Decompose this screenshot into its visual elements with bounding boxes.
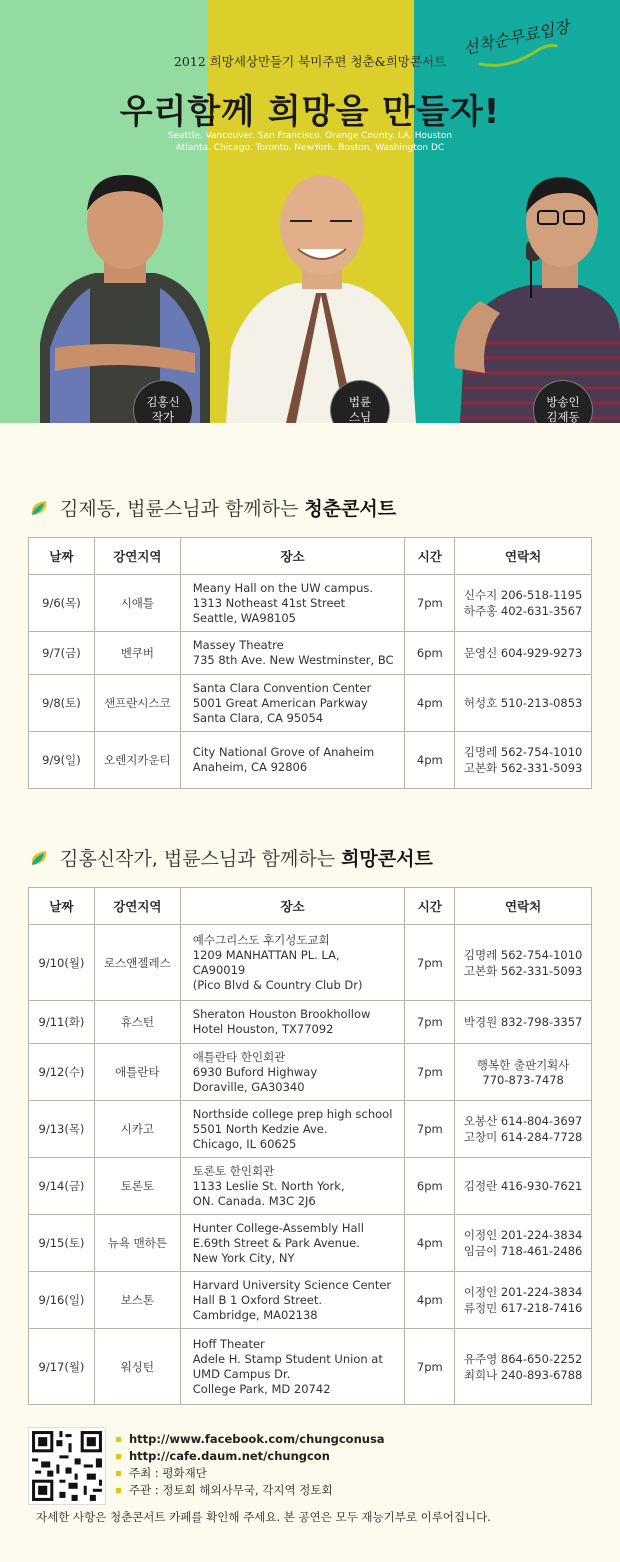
cell-venue [180,732,405,789]
cell-contact-line: 박경원 832-798-3357 [463,1015,583,1029]
table-row [29,675,592,732]
cell-date: 9/7(금) [29,632,95,675]
col-header-venue: 장소 [180,888,405,925]
cell-venue-line: CA90019 [192,962,246,977]
cell-venue-line: 애틀란타 한인회관 [192,1049,286,1064]
cell-contact [455,1272,592,1329]
cell-contact [455,675,592,732]
cell-date: 9/8(토) [29,675,95,732]
badge-name: 법륜 [348,395,372,409]
cell-venue-line: 1209 MANHATTAN PL. LA, [192,947,340,962]
host-text: 주최 : 평화재단 [129,1466,207,1480]
badge-role: 작가 [151,410,175,423]
cell-date: 9/12(수) [29,1044,95,1101]
cell-venue [180,675,405,732]
banner-subtitle: 2012 희망세상만들기 북미주편 청춘&희망콘서트 [173,54,447,69]
cell-date: 9/15(토) [29,1215,95,1272]
col-header-city: 강연지역 [94,888,180,925]
cell-venue-line: Massey Theatre [192,638,284,652]
cell-city: 토론토 [94,1158,180,1215]
hope-concert-schedule-table [28,887,592,1405]
cell-venue-line: Anaheim, CA 92806 [192,760,308,774]
cell-contact-line: 행복한 출판기획사 [476,1058,570,1072]
cell-venue-line: Meany Hall on the UW campus. [192,580,374,595]
cell-city: 샌프란시스코 [94,675,180,732]
cell-time: 4pm [405,1272,455,1329]
col-header-time: 시간 [405,888,455,925]
cell-contact [455,632,592,675]
cell-contact [455,1215,592,1272]
cell-venue [180,1215,405,1272]
swoosh-decoration [478,40,558,70]
table-row [29,1272,592,1329]
cell-venue-line: Harvard University Science Center [192,1277,392,1292]
cell-venue-line: Hotel Houston, TX77092 [192,1022,334,1036]
cell-contact [455,575,592,632]
tour-cities [155,130,465,154]
table-row [29,1001,592,1044]
col-header-date: 날짜 [29,888,95,925]
cell-venue-line: E.69th Street & Park Avenue. [192,1235,360,1250]
cell-contact [455,925,592,1001]
cell-venue-line: 토론토 한인회관 [192,1163,275,1178]
leaf-icon [30,849,48,867]
cell-contact-line: 유주영 864-650-2252 [463,1351,583,1366]
speaker-photo-pomnyun [226,173,416,423]
table-row [29,1329,592,1405]
cell-contact-line: 이정인 201-224-3834 [463,1228,583,1242]
col-header-contact: 연락처 [455,538,592,575]
cell-venue-line: 735 8th Ave. New Westminster, BC [192,653,394,667]
cell-venue-line: Adele H. Stamp Student Union at [192,1351,383,1366]
cell-venue-line: Santa Clara, CA 95054 [192,710,324,725]
cell-contact [455,1158,592,1215]
cell-venue-line: City National Grove of Anaheim [192,745,375,759]
cell-city: 시카고 [94,1101,180,1158]
cell-city: 보스톤 [94,1272,180,1329]
cell-venue-line: Chicago, IL 60625 [192,1136,297,1151]
cell-city: 애틀란타 [94,1044,180,1101]
organizer-info [116,1482,385,1499]
poster-banner [0,0,620,423]
table-row [29,732,592,789]
cell-venue-line: 5001 Great American Parkway [192,695,368,710]
cell-venue-line: Seattle, WA98105 [192,610,296,625]
tour-cities-line1: Seattle. Vancouver. San Francisco. Orange County. LA. Houston [167,131,453,141]
table-row [29,1044,592,1101]
cell-venue [180,1272,405,1329]
cell-contact-line: 고창미 614-284-7728 [463,1130,583,1144]
cell-time: 7pm [405,1329,455,1405]
cell-contact-line: 임금이 718-461-2486 [463,1244,583,1258]
cell-venue-line: Cambridge, MA02138 [192,1307,318,1322]
cell-time: 7pm [405,1001,455,1044]
speaker-photo-kim-jedong [450,173,620,423]
cell-contact [455,1329,592,1405]
col-header-venue: 장소 [180,538,405,575]
heading-bold: 희망콘서트 [341,848,433,870]
cell-venue-line: 1133 Leslie St. North York, [192,1178,345,1193]
cell-time: 7pm [405,1101,455,1158]
cell-time: 6pm [405,1158,455,1215]
cell-time: 4pm [405,675,455,732]
footer-note: 자세한 사항은 청춘콘서트 카페를 확인해 주세요. 본 공연은 모두 재능기부로 이루어집니다. [36,1510,491,1524]
bullet-icon [116,1437,121,1442]
cell-contact-line: 하주홍 402-631-3567 [463,604,583,618]
cell-contact-line: 김명레 562-754-1010 [463,947,583,962]
cell-venue [180,1329,405,1405]
cell-contact-line: 신수지 206-518-1195 [463,588,583,602]
cell-venue-line: 1313 Notheast 41st Street [192,595,346,610]
cell-date: 9/10(월) [29,925,95,1001]
cell-contact-line: 고본화 562-331-5093 [463,761,583,775]
cell-time: 4pm [405,1215,455,1272]
cell-contact-line: 최희나 240-893-6788 [463,1367,583,1382]
facebook-link[interactable] [116,1431,385,1448]
badge-role: 방송인 [546,395,580,409]
tour-cities-line2: Atlanta. Chicago. Toronto. NewYork. Boston. Washington DC [175,143,445,153]
cell-venue-line: (Pico Blvd & Country Club Dr) [192,977,363,992]
table-row [29,1101,592,1158]
cell-venue [180,575,405,632]
cell-contact-line: 770-873-7478 [482,1073,564,1087]
col-header-city: 강연지역 [94,538,180,575]
cell-venue [180,632,405,675]
banner-title: 우리함께 희망을 만들자! [119,92,501,132]
free-entry-signature: 선착순무료입장 [461,16,572,59]
cell-venue-line: College Park, MD 20742 [192,1381,331,1396]
cell-contact-line: 문영신 604-929-9273 [463,646,583,660]
cell-contact [455,732,592,789]
cell-contact [455,1101,592,1158]
cell-date: 9/14(금) [29,1158,95,1215]
footer-links [116,1431,385,1499]
cell-venue-line: 예수그리스도 후기성도교회 [192,932,330,947]
cell-venue-line: 5501 North Kedzie Ave. [192,1121,328,1136]
facebook-link-text[interactable]: http://www.facebook.com/chungconusa [129,1432,385,1446]
heading-bold: 청춘콘서트 [304,498,397,520]
cell-time: 7pm [405,575,455,632]
cell-city: 벤쿠버 [94,632,180,675]
badge-role: 스님 [348,410,372,423]
cell-venue-line: ON. Canada. M3C 2J6 [192,1193,316,1208]
cell-contact-line: 오봉산 614-804-3697 [463,1114,583,1128]
bullet-icon [116,1471,121,1476]
table-header-row [29,538,592,575]
cell-venue-line: 6930 Buford Highway [192,1064,318,1079]
table-row [29,925,592,1001]
cell-city: 로스앤젤레스 [94,925,180,1001]
heading-text: 김제동, 법륜스님과 함께하는 [60,498,299,520]
cell-city: 워싱턴 [94,1329,180,1405]
cell-date: 9/16(일) [29,1272,95,1329]
cell-time: 7pm [405,1044,455,1101]
table-row [29,1158,592,1215]
host-info [116,1465,385,1482]
cell-contact-line: 김명레 562-754-1010 [463,745,583,759]
col-header-date: 날짜 [29,538,95,575]
cell-venue-line: UMD Campus Dr. [192,1366,291,1381]
badge-name: 김제동 [546,410,580,423]
badge-name: 김홍신 [146,395,180,409]
table-row [29,1215,592,1272]
qr-code-icon[interactable] [28,1427,106,1505]
cell-date: 9/11(화) [29,1001,95,1044]
cell-date: 9/6(목) [29,575,95,632]
cell-contact-line: 고본화 562-331-5093 [463,963,583,978]
table-header-row [29,888,592,925]
col-header-contact: 연락처 [455,888,592,925]
bullet-icon [116,1454,121,1459]
table-row [29,632,592,675]
leaf-icon [30,499,48,517]
heading-text: 김홍신작가, 법륜스님과 함께하는 [60,848,336,870]
cell-contact-line: 이정인 201-224-3834 [463,1285,583,1299]
cell-date: 9/17(월) [29,1329,95,1405]
cell-venue-line: Hoff Theater [192,1336,265,1351]
cell-date: 9/13(목) [29,1101,95,1158]
cell-contact-line: 김정란 416-930-7621 [463,1179,583,1193]
cell-venue-line: Northside college prep high school [192,1106,393,1121]
cell-venue [180,1044,405,1101]
cell-venue [180,925,405,1001]
hope-concert-heading [30,844,433,871]
cell-contact [455,1044,592,1101]
cell-venue-line: Doraville, GA30340 [192,1079,305,1094]
cell-venue-line: Sheraton Houston Brookhollow [192,1007,371,1021]
cell-contact [455,1001,592,1044]
cell-time: 7pm [405,925,455,1001]
cell-venue-line: Hunter College-Assembly Hall [192,1220,364,1235]
cell-city: 오렌지카운티 [94,732,180,789]
cell-venue [180,1101,405,1158]
cell-city: 뉴욕 맨하튼 [94,1215,180,1272]
cell-venue-line: Santa Clara Convention Center [192,680,372,695]
cell-venue-line: New York City, NY [192,1250,295,1265]
table-row [29,575,592,632]
cell-date: 9/9(일) [29,732,95,789]
cell-venue [180,1001,405,1044]
daum-cafe-link[interactable] [116,1448,385,1465]
youth-concert-heading [30,494,396,521]
cell-venue-line: Hall B 1 Oxford Street. [192,1292,323,1307]
cell-contact-line: 허성호 510-213-0853 [463,696,583,710]
cell-time: 6pm [405,632,455,675]
cell-time: 4pm [405,732,455,789]
bullet-icon [116,1488,121,1493]
cell-venue [180,1158,405,1215]
cell-city: 휴스턴 [94,1001,180,1044]
organizer-text: 주관 : 정토회 해외사무국, 각지역 정토회 [129,1483,333,1497]
youth-concert-schedule-table [28,537,592,789]
speaker-photo-kim-hongshin [40,173,210,423]
cell-contact-line: 류정민 617-218-7416 [463,1301,583,1315]
daum-cafe-link-text[interactable]: http://cafe.daum.net/chungcon [129,1449,330,1463]
cell-city: 시애틀 [94,575,180,632]
col-header-time: 시간 [405,538,455,575]
